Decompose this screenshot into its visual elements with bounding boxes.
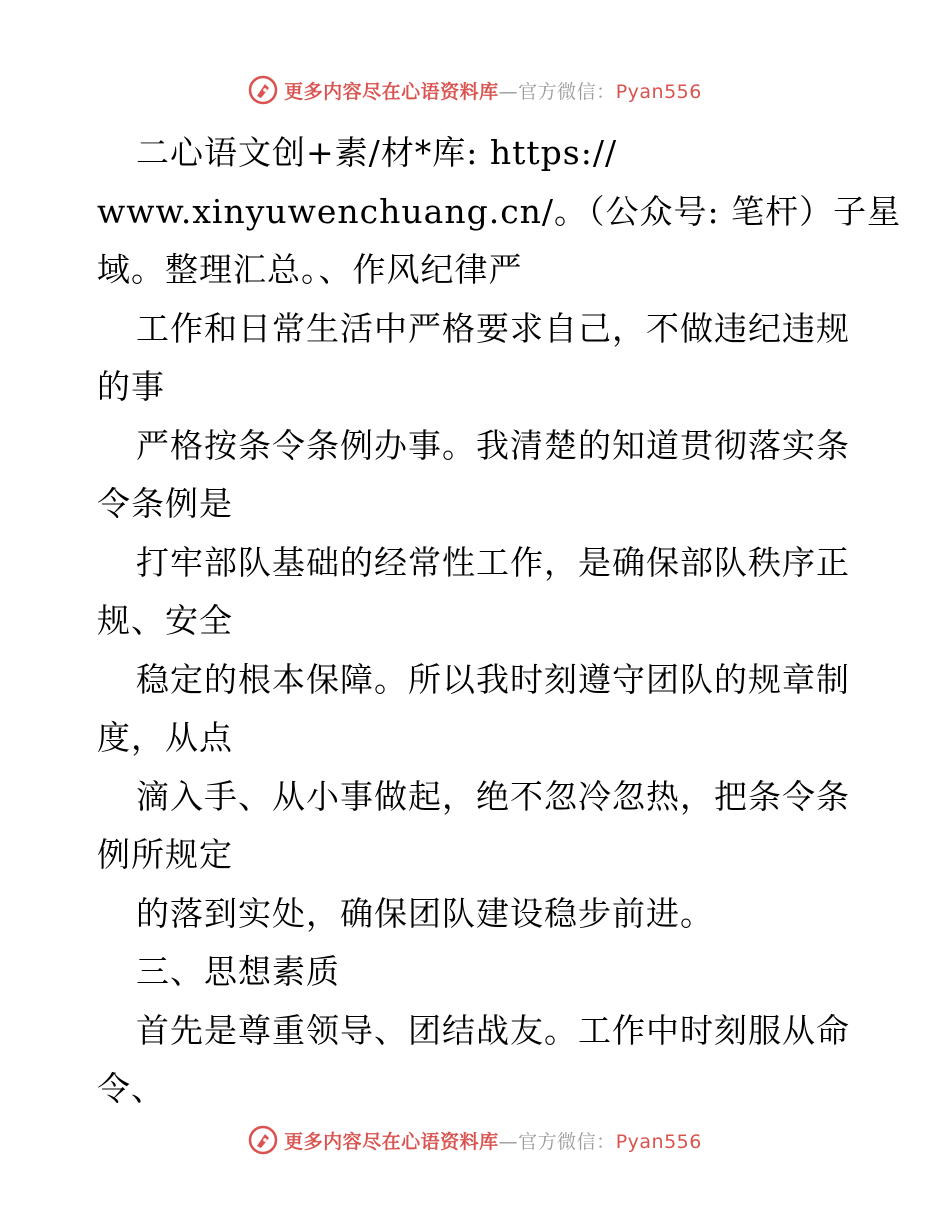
body-line: 首先是尊重领导、团结战友。工作中时刻服从命 [136, 1010, 850, 1050]
header-banner-id: Pyan556 [615, 80, 702, 103]
body-line: 工作和日常生活中严格要求自己，不做违纪违规 [136, 308, 850, 348]
header-banner-dash: — [498, 80, 519, 103]
body-line: 的落到实处，确保团队建设稳步前进。 [136, 893, 714, 933]
pen-nib-logo-icon [248, 75, 278, 105]
footer-banner [0, 1120, 950, 1160]
footer-banner-dash: — [498, 1130, 519, 1153]
body-line: 的事 [97, 367, 165, 406]
body-line: 令条例是 [97, 484, 233, 523]
body-line: 例所规定 [97, 835, 233, 874]
header-banner-text [284, 77, 702, 104]
pen-nib-logo-icon [248, 1125, 278, 1155]
body-line: 令、 [97, 1069, 165, 1108]
footer-banner-text [284, 1127, 702, 1154]
footer-banner-main: 更多内容尽在心语资料库 [284, 1130, 499, 1153]
body-line: 三、思想素质 [136, 952, 340, 991]
body-line: 度，从点 [97, 718, 233, 757]
footer-banner-id: Pyan556 [615, 1130, 702, 1153]
body-line: 滴入手、从小事做起，绝不忽冷忽热，把条令条 [136, 776, 850, 816]
body-line: 严格按条令条例办事。我清楚的知道贯彻落实条 [136, 425, 850, 465]
body-line: www.xinyuwenchuang.cn/。（公众号: 笔杆）子星 [97, 191, 902, 231]
body-line: 规、安全 [97, 601, 233, 640]
body-line: 二心语文创+素/材*库: https:// [136, 133, 618, 172]
body-line: 域。整理汇总。、作风纪律严 [97, 250, 523, 289]
header-banner [0, 70, 950, 110]
footer-banner-sub: 官方微信： [518, 1130, 616, 1153]
body-line: 稳定的根本保障。所以我时刻遵守团队的规章制 [136, 659, 850, 699]
body-line: 打牢部队基础的经常性工作，是确保部队秩序正 [136, 542, 850, 582]
header-banner-sub: 官方微信： [518, 80, 616, 103]
document-body [97, 124, 902, 1119]
header-banner-main: 更多内容尽在心语资料库 [284, 80, 499, 103]
